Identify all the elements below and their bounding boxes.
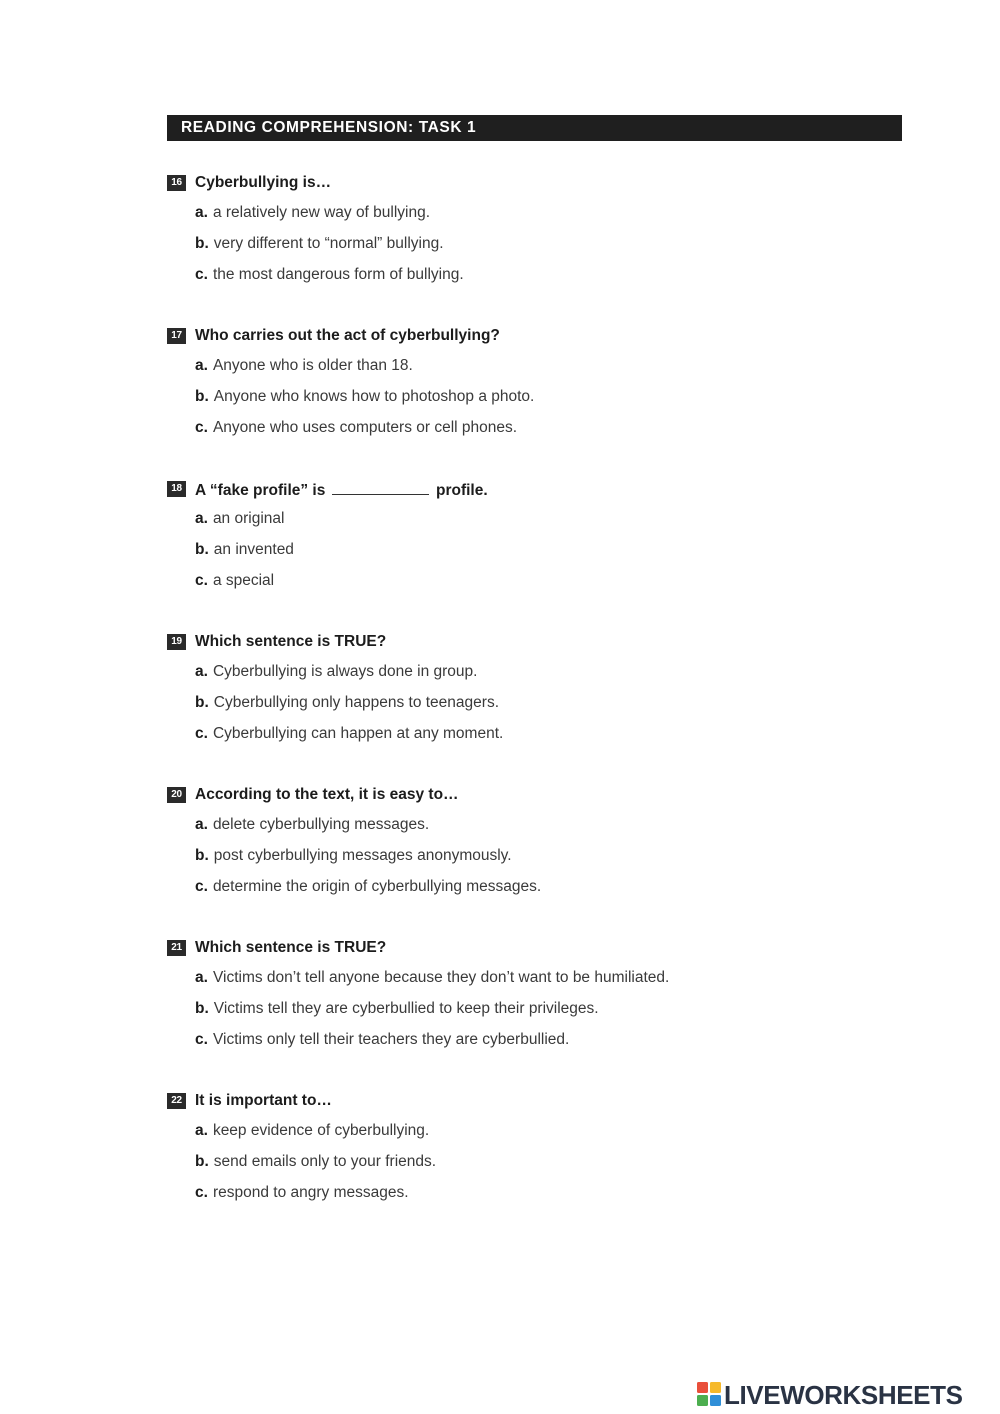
option-letter: a. bbox=[195, 357, 208, 374]
question-text: Which sentence is TRUE? bbox=[195, 939, 387, 956]
option-letter: c. bbox=[195, 878, 208, 895]
question-text bbox=[195, 480, 488, 500]
option-letter: c. bbox=[195, 419, 208, 436]
option-a[interactable] bbox=[195, 1122, 429, 1140]
option-text: an original bbox=[212, 510, 285, 527]
option-c[interactable] bbox=[195, 266, 464, 284]
option-b[interactable] bbox=[195, 847, 512, 865]
option-text: a special bbox=[212, 572, 275, 589]
question-number-badge: 20 bbox=[167, 787, 186, 803]
option-letter: b. bbox=[195, 541, 209, 558]
option-letter: c. bbox=[195, 1184, 208, 1201]
question-header bbox=[167, 786, 907, 806]
question-number-badge: 22 bbox=[167, 1093, 186, 1109]
option-text: Cyberbullying is always done in group. bbox=[212, 663, 478, 680]
logo-square-blue bbox=[710, 1395, 721, 1406]
option-text: send emails only to your friends. bbox=[213, 1153, 437, 1170]
option-letter: b. bbox=[195, 1153, 209, 1170]
option-text: post cyberbullying messages anonymously. bbox=[213, 847, 512, 864]
question-text: According to the text, it is easy to… bbox=[195, 786, 459, 803]
option-letter: a. bbox=[195, 816, 208, 833]
option-c[interactable] bbox=[195, 572, 274, 590]
option-text: Victims don’t tell anyone because they don’t want to be humiliated. bbox=[212, 969, 670, 986]
option-letter: c. bbox=[195, 725, 208, 742]
brand-name: LIVEWORKSHEETS bbox=[724, 1380, 963, 1410]
option-b[interactable] bbox=[195, 1000, 599, 1018]
option-a[interactable] bbox=[195, 357, 413, 375]
option-c[interactable] bbox=[195, 1031, 569, 1049]
logo-square-red bbox=[697, 1382, 708, 1393]
option-letter: a. bbox=[195, 969, 208, 986]
question-number-badge: 21 bbox=[167, 940, 186, 956]
question-16 bbox=[167, 174, 907, 283]
option-a[interactable] bbox=[195, 510, 284, 528]
question-header bbox=[167, 480, 907, 500]
option-a[interactable] bbox=[195, 204, 430, 222]
option-letter: b. bbox=[195, 694, 209, 711]
question-text: Who carries out the act of cyberbullying? bbox=[195, 327, 500, 344]
section-title: READING COMPREHENSION: TASK 1 bbox=[181, 119, 477, 136]
option-b[interactable] bbox=[195, 541, 294, 559]
option-text: very different to “normal” bullying. bbox=[213, 235, 444, 252]
question-header bbox=[167, 327, 907, 347]
option-text: an invented bbox=[213, 541, 294, 558]
option-c[interactable] bbox=[195, 1184, 409, 1202]
option-letter: b. bbox=[195, 235, 209, 252]
option-b[interactable] bbox=[195, 1153, 436, 1171]
option-letter: c. bbox=[195, 1031, 208, 1048]
option-letter: a. bbox=[195, 510, 208, 527]
option-text: Victims only tell their teachers they are cyberbullied. bbox=[212, 1031, 570, 1048]
liveworksheets-logo-icon bbox=[697, 1382, 721, 1406]
option-text: Cyberbullying can happen at any moment. bbox=[212, 725, 504, 742]
option-letter: b. bbox=[195, 388, 209, 405]
section-header bbox=[167, 115, 902, 141]
option-text: Victims tell they are cyberbullied to keep their privileges. bbox=[213, 1000, 599, 1017]
question-text: It is important to… bbox=[195, 1092, 332, 1109]
question-number-badge: 18 bbox=[167, 481, 186, 497]
option-a[interactable] bbox=[195, 969, 669, 987]
option-text: keep evidence of cyberbullying. bbox=[212, 1122, 430, 1139]
option-a[interactable] bbox=[195, 816, 429, 834]
logo-square-green bbox=[697, 1395, 708, 1406]
question-header bbox=[167, 1092, 907, 1112]
logo-square-yellow bbox=[710, 1382, 721, 1393]
question-17 bbox=[167, 327, 907, 436]
question-number-badge: 16 bbox=[167, 175, 186, 191]
question-19 bbox=[167, 633, 907, 742]
option-text: the most dangerous form of bullying. bbox=[212, 266, 464, 283]
option-text: Cyberbullying only happens to teenagers. bbox=[213, 694, 499, 711]
option-letter: b. bbox=[195, 1000, 209, 1017]
option-text: determine the origin of cyberbullying messages. bbox=[212, 878, 542, 895]
question-text-after-blank: profile. bbox=[435, 482, 488, 499]
option-letter: a. bbox=[195, 663, 208, 680]
option-letter: a. bbox=[195, 1122, 208, 1139]
option-text: Anyone who knows how to photoshop a photo. bbox=[213, 388, 535, 405]
question-number-badge: 17 bbox=[167, 328, 186, 344]
question-text: Which sentence is TRUE? bbox=[195, 633, 387, 650]
option-text: a relatively new way of bullying. bbox=[212, 204, 431, 221]
question-header bbox=[167, 939, 907, 959]
option-c[interactable] bbox=[195, 419, 517, 437]
option-letter: a. bbox=[195, 204, 208, 221]
option-text: Anyone who uses computers or cell phones. bbox=[212, 419, 518, 436]
option-letter: c. bbox=[195, 266, 208, 283]
option-b[interactable] bbox=[195, 235, 444, 253]
option-a[interactable] bbox=[195, 663, 477, 681]
option-text: delete cyberbullying messages. bbox=[212, 816, 430, 833]
option-text: Anyone who is older than 18. bbox=[212, 357, 413, 374]
option-letter: c. bbox=[195, 572, 208, 589]
option-c[interactable] bbox=[195, 725, 503, 743]
answer-blank[interactable] bbox=[332, 480, 429, 495]
option-c[interactable] bbox=[195, 878, 541, 896]
question-21 bbox=[167, 939, 907, 1048]
question-header bbox=[167, 174, 907, 194]
question-18 bbox=[167, 480, 907, 589]
question-20 bbox=[167, 786, 907, 895]
option-letter: b. bbox=[195, 847, 209, 864]
question-text: Cyberbullying is… bbox=[195, 174, 332, 191]
question-header bbox=[167, 633, 907, 653]
option-b[interactable] bbox=[195, 694, 499, 712]
option-text: respond to angry messages. bbox=[212, 1184, 409, 1201]
question-22 bbox=[167, 1092, 907, 1201]
question-number-badge: 19 bbox=[167, 634, 186, 650]
option-b[interactable] bbox=[195, 388, 534, 406]
question-text-before-blank: A “fake profile” is bbox=[195, 482, 326, 499]
